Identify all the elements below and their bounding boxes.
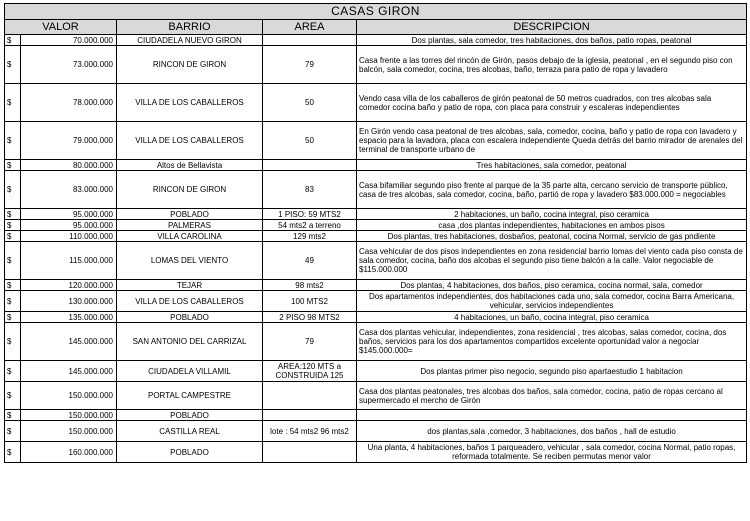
barrio-cell: VILLA DE LOS CABALLEROS [117,122,263,160]
area-cell [263,410,357,421]
barrio-cell: CIUDADELA VILLAMIL [117,361,263,382]
header-row [5,20,747,35]
table-row [5,312,747,323]
area-cell: 54 mts2 a terreno [263,220,357,231]
currency-cell: $ [5,410,21,421]
valor-cell: 145.000.000 [21,361,117,382]
descripcion-cell: dos plantas,sala ,comedor, 3 habitaciones, dos baños , hall de estudio [357,421,747,442]
table-row [5,442,747,463]
barrio-cell: SAN ANTONIO DEL CARRIZAL [117,323,263,361]
descripcion-cell: Casa vehicular de dos pisos independientes en zona residencial barrio lomas del viento cada piso consta de sala comedor, cocina, baño dos alcobas el segundo piso tiene balcón a la calle. Valor negociable de $115.000.000 [357,242,747,280]
barrio-cell: PALMERAS [117,220,263,231]
area-cell: lote : 54 mts2 96 mts2 [263,421,357,442]
barrio-cell: TEJAR [117,280,263,291]
valor-cell: 73.000.000 [21,46,117,84]
valor-cell: 70.000.000 [21,35,117,46]
barrio-cell: VILLA DE LOS CABALLEROS [117,291,263,312]
area-cell [263,382,357,410]
descripcion-cell: 2 habitaciones, un baño, cocina integral, piso ceramica [357,209,747,220]
currency-cell: $ [5,122,21,160]
area-cell: 2 PISO 98 MTS2 [263,312,357,323]
barrio-cell: CASTILLA REAL [117,421,263,442]
currency-cell: $ [5,312,21,323]
descripcion-cell: Dos plantas primer piso negocio, segundo piso apartaestudio 1 habitacion [357,361,747,382]
currency-cell: $ [5,242,21,280]
valor-cell: 130.000.000 [21,291,117,312]
area-cell: AREA:120 MTS a CONSTRUIDA 125 [263,361,357,382]
barrio-cell: POBLADO [117,312,263,323]
descripcion-cell: 4 habitaciones, un baño, cocina integral, piso ceramica [357,312,747,323]
area-cell: 50 [263,84,357,122]
currency-cell: $ [5,160,21,171]
currency-cell: $ [5,84,21,122]
valor-cell: 120.000.000 [21,280,117,291]
table-row [5,231,747,242]
currency-cell: $ [5,280,21,291]
descripcion-cell: Casa bifamiliar segundo piso frente al parque de la 35 parte alta, cercano servicio de transporte público, casa de tres alcobas, sala comedor, cocina, baño, partió de ropa y lavadero $83.000.000 = negociables [357,171,747,209]
barrio-cell: RINCON DE GIRON [117,171,263,209]
table-row [5,382,747,410]
area-cell: 83 [263,171,357,209]
valor-cell: 160.000.000 [21,442,117,463]
sheet-title: CASAS GIRON [5,4,747,20]
barrio-cell: POBLADO [117,410,263,421]
currency-cell: $ [5,323,21,361]
currency-cell: $ [5,382,21,410]
table-row [5,84,747,122]
table-row [5,410,747,421]
barrio-cell: VILLA DE LOS CABALLEROS [117,84,263,122]
table-row [5,421,747,442]
area-cell [263,160,357,171]
barrio-cell: RINCON DE GIRON [117,46,263,84]
barrio-cell: LOMAS DEL VIENTO [117,242,263,280]
currency-cell: $ [5,209,21,220]
barrio-cell: PORTAL CAMPESTRE [117,382,263,410]
currency-cell: $ [5,171,21,209]
title-row [5,4,747,20]
barrio-cell: POBLADO [117,442,263,463]
valor-cell: 110.000.000 [21,231,117,242]
header-valor: VALOR [5,20,117,35]
area-cell: 129 mts2 [263,231,357,242]
valor-cell: 150.000.000 [21,410,117,421]
table-row [5,171,747,209]
currency-cell: $ [5,361,21,382]
currency-cell: $ [5,291,21,312]
descripcion-cell: Tres habitaciones, sala comedor, peatonal [357,160,747,171]
table-row [5,35,747,46]
table-row [5,46,747,84]
descripcion-cell: Dos plantas, tres habitaciones, dosbaños, peatonal, cocina Normal, servicio de gas pndiente [357,231,747,242]
table-row [5,361,747,382]
currency-cell: $ [5,421,21,442]
valor-cell: 78.000.000 [21,84,117,122]
valor-cell: 115.000.000 [21,242,117,280]
valor-cell: 79.000.000 [21,122,117,160]
descripcion-cell: Casa dos plantas peatonales, tres alcobas dos baños, sala comedor, cocina, patio de ropas cercano al supermercado el mercho de Girón [357,382,747,410]
table-row [5,220,747,231]
area-cell: 98 mts2 [263,280,357,291]
descripcion-cell: Dos apartamentos independientes, dos habitaciones cada uno, sala comedor, cocina Barra Americana, vehicular, servicios independientes [357,291,747,312]
descripcion-cell: Dos plantas, sala comedor, tres habitaciones, dos baños, patio ropas, peatonal [357,35,747,46]
descripcion-cell: En Girón vendo casa peatonal de tres alcobas, sala, comedor, cocina, baño y patio de ropa con lavadero y espacio para la lavadora, placa con escalera independiente Queda detrás del barrio mirador de arenales del terminal de transporte urbano de [357,122,747,160]
valor-cell: 135.000.000 [21,312,117,323]
header-descripcion: DESCRIPCION [357,20,747,35]
descripcion-cell: Dos plantas, 4 habitaciones, dos baños, piso ceramica, cocina normal, sala, comedor [357,280,747,291]
currency-cell: $ [5,442,21,463]
descripcion-cell [357,410,747,421]
area-cell: 50 [263,122,357,160]
area-cell [263,442,357,463]
descripcion-cell: Casa frente a las torres del rincón de Girón, pasos debajo de la iglesia, peatonal , en el segundo piso con balcón, sala comedor, cocina, tres alcobas, baño, terraza para patio de ropa y lavadero [357,46,747,84]
descripcion-cell: Una planta, 4 habitaciones, baños 1 parqueadero, vehicular , sala comedor, cocina Normal, patio ropas, reformada totalmente. Se reciben permutas menor valor [357,442,747,463]
barrio-cell: VILLA CAROLINA [117,231,263,242]
area-cell: 100 MTS2 [263,291,357,312]
valor-cell: 95.000.000 [21,209,117,220]
table-row [5,242,747,280]
valor-cell: 150.000.000 [21,421,117,442]
barrio-cell: CIUDADELA NUEVO GIRON [117,35,263,46]
table-row [5,209,747,220]
table-row [5,280,747,291]
header-barrio: BARRIO [117,20,263,35]
valor-cell: 150.000.000 [21,382,117,410]
listings-table [4,3,747,463]
spreadsheet [4,3,746,463]
barrio-cell: Altos de Bellavista [117,160,263,171]
area-cell: 1 PISO: 59 MTS2 [263,209,357,220]
area-cell: 79 [263,323,357,361]
currency-cell: $ [5,231,21,242]
table-row [5,323,747,361]
table-row [5,160,747,171]
area-cell: 49 [263,242,357,280]
descripcion-cell: casa ,dos plantas independientes, habitaciones en ambos pisos [357,220,747,231]
barrio-cell: POBLADO [117,209,263,220]
valor-cell: 145.000.000 [21,323,117,361]
table-row [5,122,747,160]
valor-cell: 95.000.000 [21,220,117,231]
area-cell: 79 [263,46,357,84]
currency-cell: $ [5,35,21,46]
valor-cell: 83.000.000 [21,171,117,209]
currency-cell: $ [5,220,21,231]
descripcion-cell: Vendo casa villa de los caballeros de girón peatonal de 50 metros cuadrados, con tres alcobas sala comedor cocina baño y patio de ropa, con placa para construir y escaleras independientes [357,84,747,122]
descripcion-cell: Casa dos plantas vehicular, independientes, zona residencial , tres alcobas, salas comedor, cocina, dos baños, servicios para los dos apartamentos compartidos excelente oportunidad valor a negociar $145.000.000= [357,323,747,361]
currency-cell: $ [5,46,21,84]
valor-cell: 80.000.000 [21,160,117,171]
area-cell [263,35,357,46]
table-row [5,291,747,312]
header-area: AREA [263,20,357,35]
